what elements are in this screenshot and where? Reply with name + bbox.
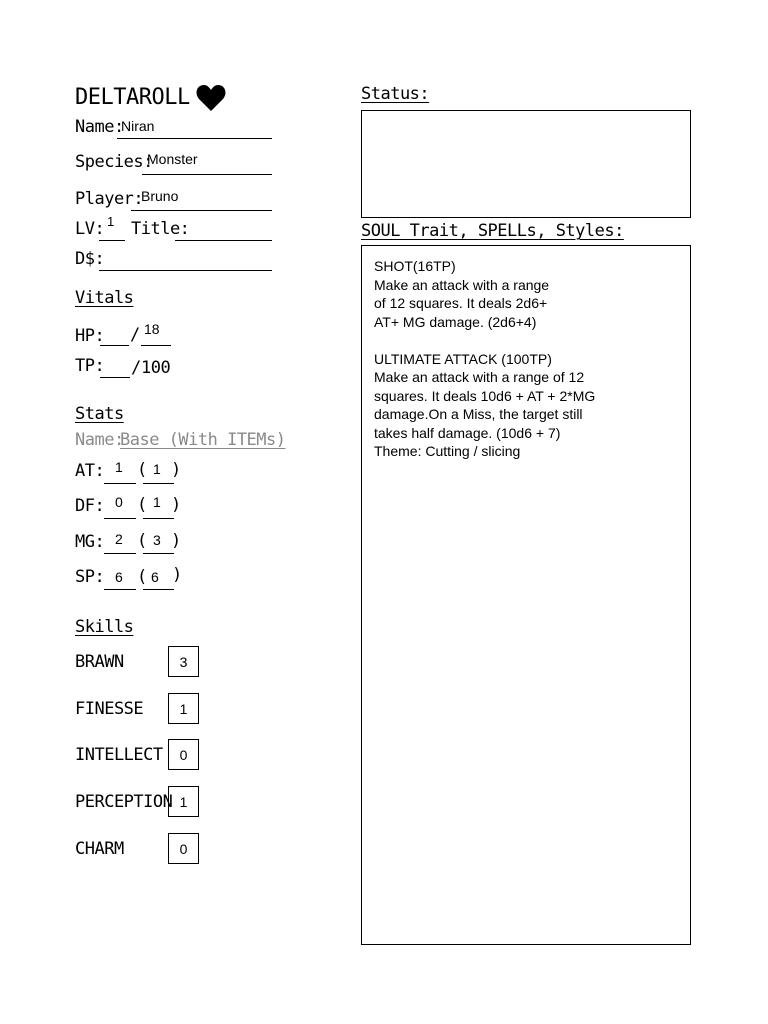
sheet-title: DELTAROLL	[75, 85, 190, 110]
stat-at-open-paren: (	[137, 460, 147, 480]
skill-charm-label: CHARM	[75, 839, 124, 859]
stat-sp-base-underline	[104, 589, 136, 590]
tp-max-value: 100	[141, 358, 171, 378]
stat-mg-base[interactable]: 2	[115, 531, 123, 547]
skill-brawn-label: BRAWN	[75, 652, 124, 672]
skill-charm-input[interactable]: 0	[168, 833, 199, 864]
stat-mg-with-items[interactable]: 3	[153, 532, 161, 548]
stat-mg-open-paren: (	[137, 531, 147, 551]
lv-field[interactable]: 1	[107, 214, 115, 229]
skills-heading: Skills	[75, 617, 134, 637]
stat-df-base[interactable]: 0	[115, 494, 123, 510]
tp-label: TP:	[75, 356, 105, 376]
lv-underline	[99, 240, 125, 241]
status-textarea[interactable]	[361, 110, 691, 218]
stat-mg-close-paren: )	[171, 531, 181, 551]
stat-at-items-underline	[143, 483, 174, 484]
stats-subheading-base: Base (With ITEMs)	[120, 430, 286, 450]
vitals-heading: Vitals	[75, 288, 134, 308]
soul-heading: SOUL Trait, SPELLs, Styles:	[361, 221, 624, 241]
stat-df-close-paren: )	[171, 495, 181, 515]
stat-sp-items-underline	[143, 589, 174, 590]
stat-df-base-underline	[104, 518, 136, 519]
stats-subheading-name: Name:	[75, 430, 124, 450]
tp-current-underline	[100, 377, 130, 378]
status-heading: Status:	[361, 84, 430, 104]
heart-icon	[196, 84, 226, 116]
stat-mg-items-underline	[143, 553, 174, 554]
skill-finesse-label: FINESSE	[75, 699, 144, 719]
name-field[interactable]: Niran	[121, 118, 155, 134]
hp-label: HP:	[75, 326, 105, 346]
title-underline	[175, 240, 272, 241]
skill-finesse-input[interactable]: 1	[168, 693, 199, 724]
stat-df-label: DF:	[75, 496, 105, 516]
stat-sp-close-paren: )	[172, 565, 182, 585]
skill-brawn-input[interactable]: 3	[168, 646, 199, 677]
lv-label: LV:	[75, 219, 105, 239]
stat-df-open-paren: (	[137, 495, 147, 515]
species-field[interactable]: Monster	[147, 151, 198, 167]
name-label: Name:	[75, 117, 124, 137]
stat-sp-base[interactable]: 6	[115, 569, 123, 585]
hp-current-underline	[100, 345, 129, 346]
tp-separator: /	[131, 358, 141, 378]
stats-heading: Stats	[75, 404, 124, 424]
player-underline	[131, 210, 272, 211]
hp-max-underline	[141, 345, 171, 346]
player-field[interactable]: Bruno	[141, 188, 179, 204]
stat-at-base[interactable]: 1	[115, 459, 123, 475]
money-underline	[99, 270, 272, 271]
stat-sp-with-items[interactable]: 6	[151, 569, 159, 585]
hp-max-field[interactable]: 18	[144, 321, 160, 337]
skill-intellect-label: INTELLECT	[75, 745, 163, 765]
money-label: D$:	[75, 249, 105, 269]
stat-mg-label: MG:	[75, 532, 105, 552]
stat-at-close-paren: )	[171, 460, 181, 480]
player-label: Player:	[75, 189, 144, 209]
skill-intellect-input[interactable]: 0	[168, 739, 199, 770]
stat-mg-base-underline	[104, 553, 136, 554]
stat-sp-open-paren: (	[137, 567, 147, 587]
skill-perception-input[interactable]: 1	[168, 786, 199, 817]
stat-sp-label: SP:	[75, 567, 105, 587]
species-label: Species:	[75, 152, 153, 172]
title-label: Title:	[131, 219, 190, 239]
stat-at-with-items[interactable]: 1	[153, 461, 161, 477]
stat-at-label: AT:	[75, 461, 105, 481]
name-underline	[117, 138, 272, 139]
skill-perception-label: PERCEPTION	[75, 792, 173, 812]
stat-df-with-items[interactable]: 1	[153, 494, 161, 510]
stat-df-items-underline	[143, 518, 174, 519]
species-underline	[142, 174, 272, 175]
stat-at-base-underline	[104, 483, 136, 484]
hp-separator: /	[130, 325, 140, 345]
soul-textarea[interactable]: SHOT(16TP) Make an attack with a range of 12 squares. It deals 2d6+ AT+ MG damage. (2d6+4) ULTIMATE ATTACK (100TP) Make an attack with a range of 12 squares. It deals 10d6 + AT + 2*MG damage.On a Miss, the target still takes half damage. (10d6 + 7) Theme: Cutting / slicing	[361, 245, 691, 945]
